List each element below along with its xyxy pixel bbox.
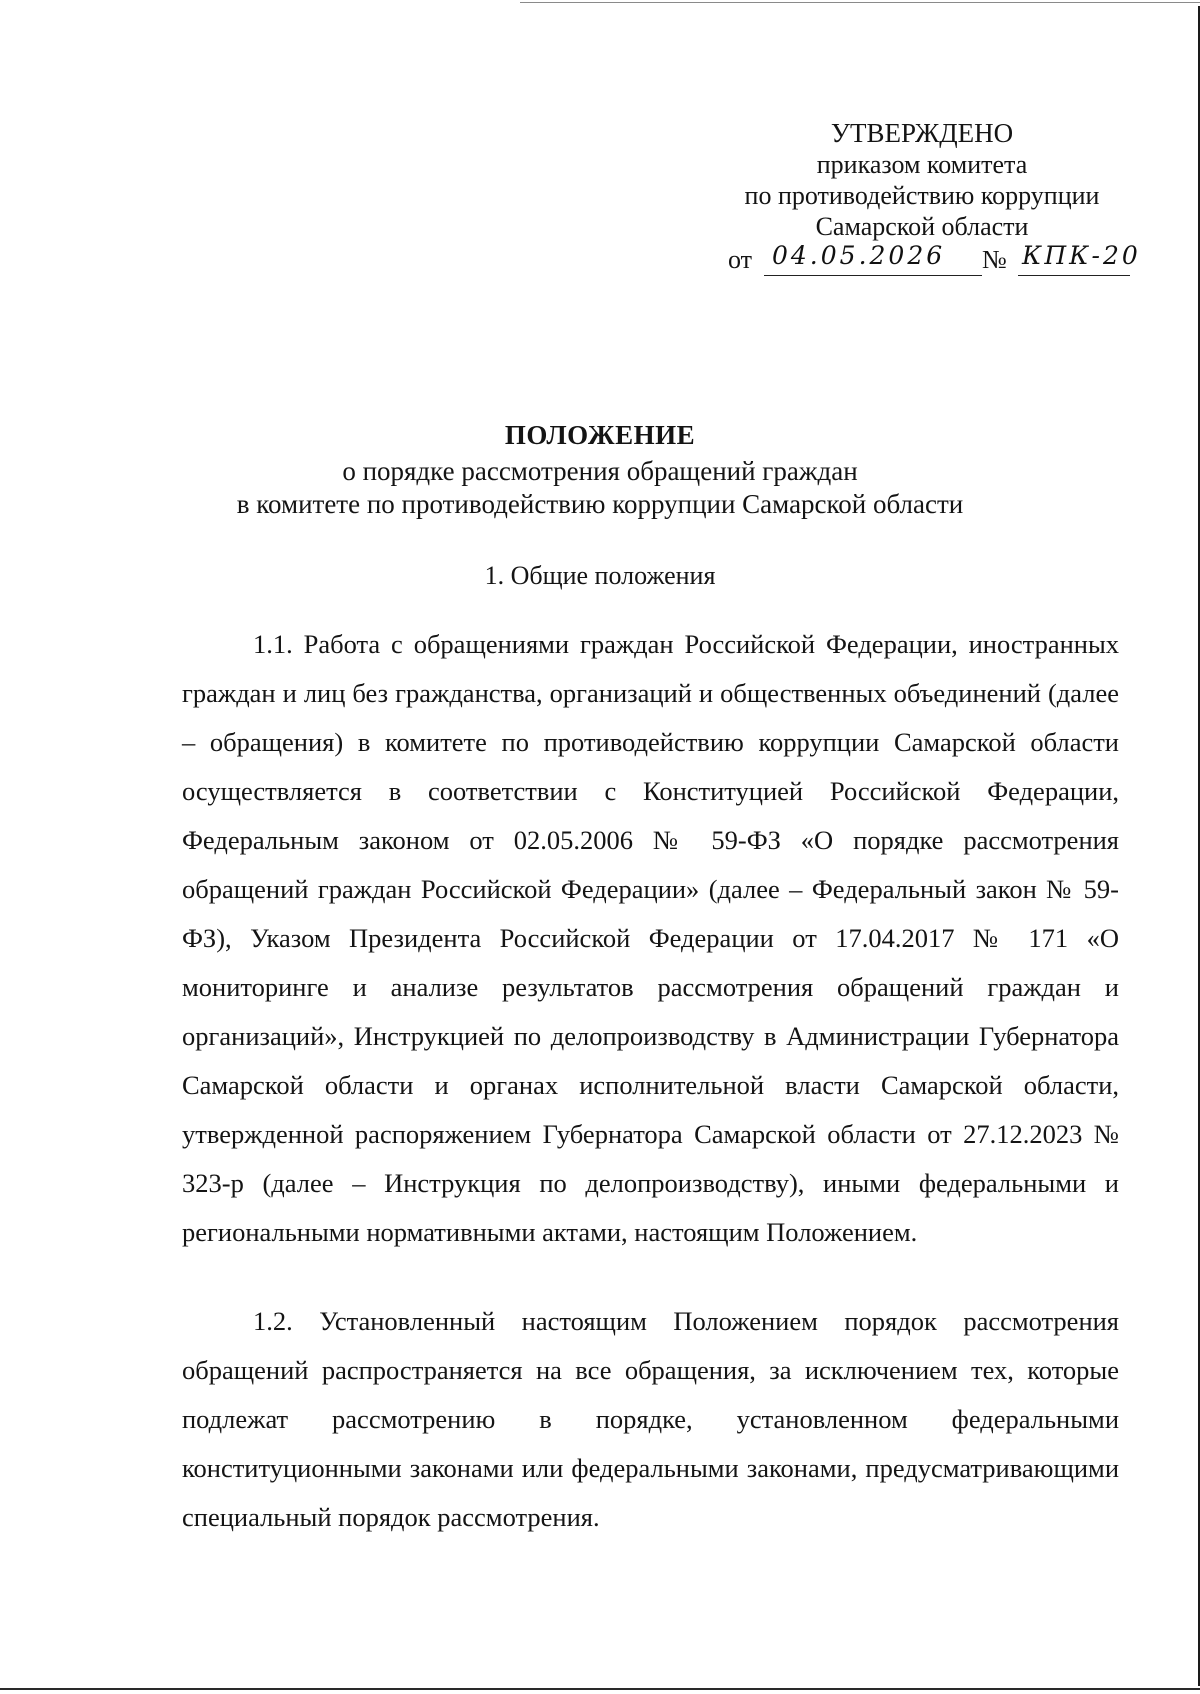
order-number-field bbox=[1018, 241, 1141, 276]
order-number-label: № bbox=[982, 245, 1007, 274]
order-number-handwritten: КПК-20 bbox=[1022, 241, 1141, 270]
approval-stamp-block bbox=[722, 118, 1122, 242]
document-subtitle-line-2: в комитете по противодействию коррупции Самарской области bbox=[236, 489, 964, 519]
scan-top-edge bbox=[520, 2, 1200, 3]
order-date-handwritten: 04.05.2026 bbox=[772, 241, 946, 270]
paragraph-1-2 bbox=[182, 1297, 1119, 1542]
order-from-label: от bbox=[728, 245, 753, 274]
section-heading: 1. Общие положения bbox=[484, 561, 716, 590]
order-reference-line bbox=[728, 243, 1148, 279]
approval-line-1: приказом комитета bbox=[816, 150, 1028, 179]
document-subtitle-line-1: о порядке рассмотрения обращений граждан bbox=[342, 456, 858, 486]
order-date-field bbox=[764, 243, 982, 276]
paragraph-text: 1.2. Установленный настоящим Положением порядок рассмотрения обращений распространяется на все обращения, за исключением тех, которые подлежат рассмотрению в порядке, установленном федеральными конституционными законами или федеральными законами, предусматривающими специальный порядок рассмотрения. bbox=[182, 1306, 1119, 1532]
approval-heading: УТВЕРЖДЕНО bbox=[830, 118, 1014, 148]
approval-line-3: Самарской области bbox=[815, 212, 1029, 241]
paragraph-1-1 bbox=[182, 620, 1119, 1257]
document-title: ПОЛОЖЕНИЕ bbox=[504, 420, 696, 450]
paragraph-text: 1.1. Работа с обращениями граждан Российской Федерации, иностранных граждан и лиц без гражданства, организаций и общественных объединений (далее – обращения) в комитете по противодействию коррупции Самарской области осуществляется в соответствии с Конституцией Российской Федерации, Федеральным законом от 02.05.2006 № 59-ФЗ «О порядке рассмотрения обращений граждан Российской Федерации» (далее – Федеральный закон № 59-ФЗ), Указом Президента Российской Федерации от 17.04.2017 № 171 «О мониторинге и анализе результатов рассмотрения обращений граждан и организаций», Инструкцией по делопроизводству в Администрации Губернатора Самарской области и органах исполнительной власти Самарской области, утвержденной распоряжением Губернатора Самарской области от 27.12.2023 № 323-р (далее – Инструкция по делопроизводству), иными федеральными и региональными нормативными актами, настоящим Положением. bbox=[182, 629, 1119, 1247]
approval-line-2: по противодействию коррупции bbox=[744, 181, 1100, 210]
scan-bottom-edge bbox=[0, 1688, 1200, 1690]
